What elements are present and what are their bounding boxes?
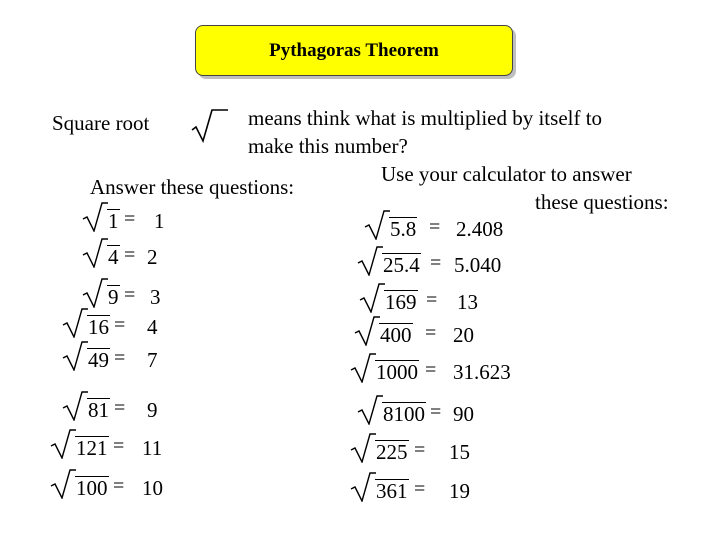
right-equals-3: = — [426, 289, 438, 311]
left-answer-7: 11 — [142, 436, 163, 460]
right-radicand-7: 225 — [376, 440, 408, 464]
left-radical-7 — [50, 429, 109, 459]
left-equals-4: = — [114, 314, 126, 336]
right-answer-4: 20 — [453, 323, 474, 347]
left-equals-8: = — [113, 475, 125, 497]
square-root-icon — [62, 391, 88, 421]
right-equals-1: = — [429, 216, 441, 238]
right-answer-7: 15 — [449, 440, 470, 464]
left-radicand-8: 100 — [76, 476, 108, 500]
right-answer-5: 31.623 — [453, 360, 511, 384]
right-equals-2: = — [430, 252, 442, 274]
right-radicand-6: 8100 — [383, 402, 425, 426]
square-root-icon — [357, 246, 383, 276]
left-equals-3: = — [124, 284, 136, 306]
page-title: Pythagoras Theorem — [269, 39, 439, 61]
square-root-icon — [62, 341, 88, 371]
right-answer-8: 19 — [449, 479, 470, 503]
left-radical-4 — [62, 308, 110, 338]
right-radicand-8: 361 — [376, 479, 408, 503]
left-equals-2: = — [124, 244, 136, 266]
left-radical-5 — [62, 341, 110, 371]
square-root-symbol-icon — [190, 108, 230, 144]
square-root-icon — [50, 469, 76, 499]
left-radical-8 — [50, 469, 109, 499]
left-answer-3: 3 — [150, 285, 161, 309]
square-root-icon — [82, 238, 108, 268]
definition-line-2: make this number? — [248, 134, 408, 158]
left-equals-1: = — [124, 208, 136, 230]
left-radicand-4: 16 — [88, 315, 109, 339]
square-root-icon — [350, 472, 376, 502]
left-radicand-3: 9 — [108, 285, 119, 309]
left-answer-6: 9 — [147, 398, 158, 422]
right-radicand-1: 5.8 — [390, 217, 417, 241]
left-radical-6 — [62, 391, 110, 421]
square-root-icon — [364, 210, 390, 240]
right-answer-6: 90 — [453, 402, 474, 426]
right-answer-3: 13 — [457, 290, 478, 314]
left-radical-1 — [82, 202, 120, 232]
left-answer-5: 7 — [147, 348, 158, 372]
square-root-icon — [62, 308, 88, 338]
right-equals-5: = — [425, 359, 437, 381]
right-answer-2: 5.040 — [454, 253, 502, 277]
left-equals-5: = — [114, 347, 126, 369]
right-radicand-5: 1000 — [376, 360, 418, 384]
right-radicand-3: 169 — [385, 290, 417, 314]
left-radicand-6: 81 — [88, 398, 109, 422]
square-root-icon — [82, 278, 108, 308]
right-radical-5 — [350, 353, 419, 383]
right-radical-6 — [357, 395, 426, 425]
right-radical-3 — [359, 283, 418, 313]
left-radicand-2: 4 — [108, 245, 119, 269]
title-box — [195, 25, 513, 76]
square-root-label: Square root — [52, 111, 150, 135]
left-radical-3 — [82, 278, 120, 308]
right-equals-8: = — [414, 478, 426, 500]
right-equals-7: = — [414, 439, 426, 461]
right-radical-2 — [357, 246, 421, 276]
square-root-icon — [350, 353, 376, 383]
square-root-icon — [82, 202, 108, 232]
left-radicand-7: 121 — [76, 436, 108, 460]
right-radical-8 — [350, 472, 409, 502]
right-instruction-line-1: Use your calculator to answer — [381, 162, 632, 186]
left-equals-7: = — [113, 435, 125, 457]
right-radical-7 — [350, 433, 409, 463]
left-answer-2: 2 — [147, 245, 158, 269]
left-radicand-5: 49 — [88, 348, 109, 372]
right-radicand-4: 400 — [380, 323, 412, 347]
square-root-icon — [50, 429, 76, 459]
square-root-icon — [359, 283, 385, 313]
right-equals-6: = — [430, 401, 442, 423]
square-root-icon — [357, 395, 383, 425]
left-radical-2 — [82, 238, 120, 268]
definition-line-1: means think what is multiplied by itself to — [248, 106, 603, 130]
left-equals-6: = — [114, 397, 126, 419]
right-radical-4 — [354, 316, 413, 346]
left-radicand-1: 1 — [108, 209, 119, 233]
square-root-icon — [350, 433, 376, 463]
right-instruction-line-2: these questions: — [535, 190, 669, 214]
right-radical-1 — [364, 210, 417, 240]
left-answer-4: 4 — [147, 315, 158, 339]
right-equals-4: = — [425, 322, 437, 344]
square-root-icon — [354, 316, 380, 346]
left-instruction: Answer these questions: — [90, 175, 295, 199]
right-radicand-2: 25.4 — [383, 253, 420, 277]
right-answer-1: 2.408 — [456, 217, 504, 241]
left-answer-8: 10 — [142, 476, 163, 500]
left-answer-1: 1 — [154, 209, 165, 233]
